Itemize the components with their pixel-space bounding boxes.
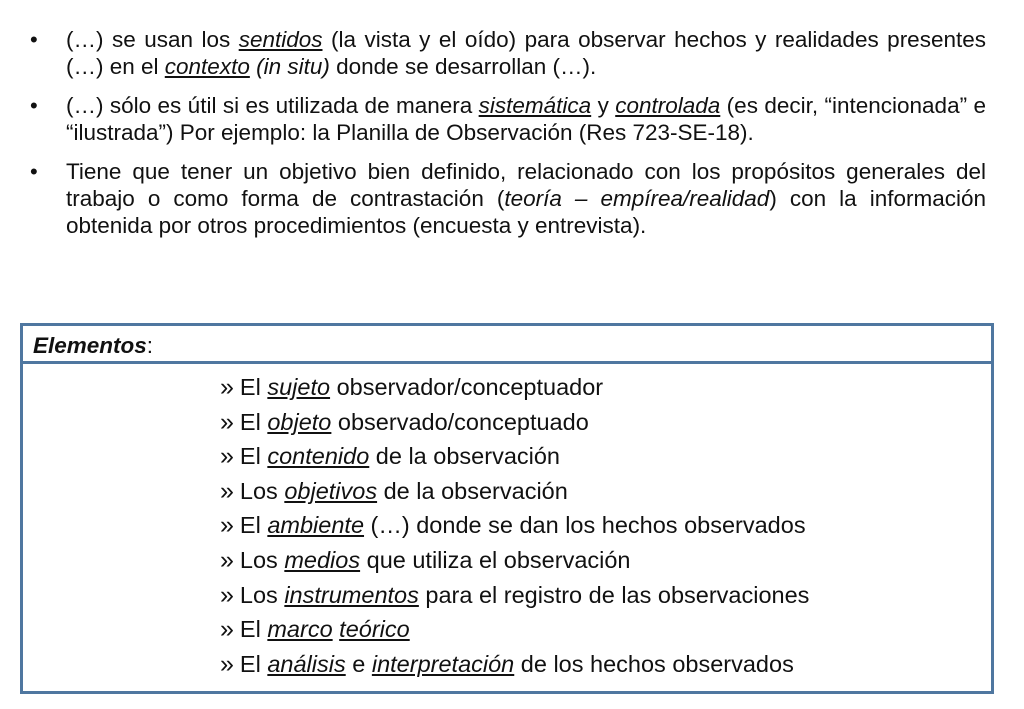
underlined-term: teórico (339, 616, 410, 643)
text-run: Los (239, 581, 285, 608)
underlined-term: contexto (164, 54, 250, 79)
element-item (220, 370, 809, 405)
chevron-icon: » (220, 373, 234, 401)
text-run: observado/conceptuado (331, 408, 589, 435)
element-item (220, 543, 809, 578)
underlined-term: objetivos (284, 477, 378, 504)
text-run: (…) sólo es útil si es utilizada de manera (66, 93, 479, 118)
underlined-term: análisis (267, 650, 346, 677)
underlined-term: ambiente (267, 512, 365, 539)
text-run: de la observación (369, 443, 560, 470)
chevron-icon: » (220, 649, 234, 678)
underlined-term: sujeto (267, 374, 331, 400)
element-item (220, 612, 809, 647)
bullet-icon: • (30, 159, 38, 184)
text-run: (…) se usan los (66, 27, 239, 52)
element-item (220, 405, 809, 440)
text-run: El (239, 616, 268, 643)
element-item (220, 647, 809, 682)
element-item (220, 474, 809, 509)
bullet-item (26, 92, 986, 146)
chevron-icon: » (220, 442, 234, 471)
text-run: (…) donde se dan los hechos observados (364, 512, 806, 539)
text-run: e (345, 650, 372, 677)
bullet-icon: • (30, 93, 38, 118)
elements-list (220, 370, 809, 681)
underlined-term: controlada (615, 93, 721, 118)
underlined-term: sistemática (478, 93, 592, 118)
underlined-term: objeto (267, 408, 332, 435)
text-run: El (239, 650, 268, 677)
text-run: para el registro de las observaciones (418, 581, 810, 608)
element-item (220, 578, 809, 613)
underlined-term: interpretación (371, 650, 515, 677)
text-run: de los hechos observados (514, 650, 794, 677)
elements-heading (23, 326, 991, 364)
underlined-term: instrumentos (284, 581, 419, 608)
text-run: que utiliza el observación (360, 546, 631, 573)
elements-colon: : (146, 333, 154, 358)
chevron-icon: » (220, 511, 234, 540)
text-run: El (239, 408, 268, 435)
text-run: donde se desarrollan (…). (329, 54, 597, 79)
chevron-icon: » (220, 545, 234, 574)
text-run: y (591, 93, 616, 118)
bullet-item (26, 26, 986, 80)
chevron-icon: » (220, 615, 234, 644)
bullet-item (26, 158, 986, 239)
text-run: El (239, 374, 268, 400)
text-run: observador/conceptuador (330, 374, 604, 400)
text-run: El (239, 443, 268, 470)
italic-text: (in situ) (256, 54, 330, 79)
text-run: Los (239, 477, 285, 504)
text-run: El (239, 512, 268, 539)
text-run: ) con la información obtenida por otros procedimientos (encuesta y entrevista). (66, 186, 986, 238)
element-item (220, 439, 809, 474)
text-run: de la observación (377, 477, 568, 504)
underlined-term: marco (267, 616, 333, 643)
text-run: Tiene que tener un objetivo bien definido, relacionado con los propósitos generales del trabajo o como forma de contrastación ( (66, 159, 986, 211)
underlined-term: medios (284, 546, 361, 573)
element-item (220, 508, 809, 543)
text-run: Los (239, 546, 285, 573)
bullet-icon: • (30, 27, 38, 52)
elements-box (20, 323, 994, 694)
elements-title: Elementos (33, 333, 147, 358)
underlined-term: sentidos (238, 27, 323, 52)
chevron-icon: » (220, 407, 234, 436)
bullet-list (26, 26, 986, 239)
underlined-term: contenido (267, 443, 370, 470)
italic-text: teoría – empírea/realidad (504, 186, 770, 211)
chevron-icon: » (220, 580, 234, 609)
text-run: (es decir, “intencionada” e “ilustrada”) Por ejemplo: la Planilla de Observación (Res 723-SE-18). (66, 93, 986, 145)
chevron-icon: » (220, 476, 234, 505)
text-run: (la vista y el oído) para observar hechos y realidades presentes (…) en el (66, 27, 986, 79)
